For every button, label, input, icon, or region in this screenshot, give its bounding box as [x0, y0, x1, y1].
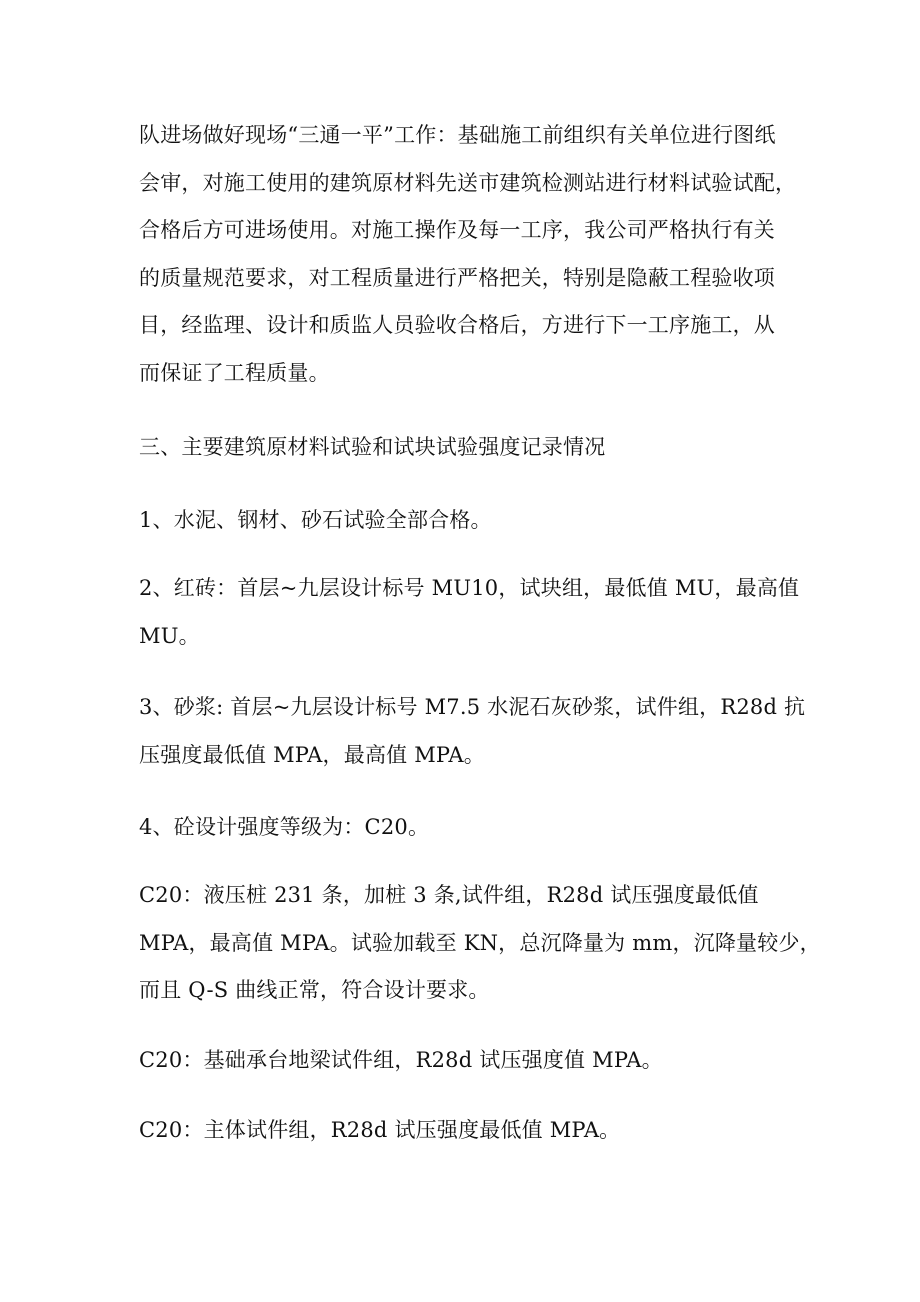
- c20-foundation-line-1: C20：基础承台地梁试件组，R28d 试压强度值 MPA。: [139, 1048, 663, 1072]
- section-heading: 三、主要建筑原材料试验和试块试验强度记录情况: [139, 435, 606, 459]
- paragraph-quality-control-line-4: 的质量规范要求，对工程质量进行严格把关，特别是隐蔽工程验收项: [139, 266, 775, 290]
- c20-pile-line-3: 而且 Q-S 曲线正常，符合设计要求。: [139, 978, 490, 1002]
- paragraph-quality-control-line-2: 会审，对施工使用的建筑原材料先送市建筑检测站进行材料试验试配，: [139, 171, 797, 195]
- paragraph-quality-control-line-6: 而保证了工程质量。: [139, 361, 330, 385]
- item-2-line-2: MU。: [139, 624, 200, 648]
- paragraph-quality-control-line-1: 队进场做好现场“三通一平”工作：基础施工前组织有关单位进行图纸: [139, 123, 776, 147]
- item-2-line-1: 2、红砖：首层~九层设计标号 MU10，试块组，最低值 MU，最高值: [139, 576, 800, 600]
- item-4-line-1: 4、砼设计强度等级为：C20。: [139, 815, 430, 839]
- c20-pile-line-2: MPA，最高值 MPA。试验加载至 KN，总沉降量为 mm，沉降量较少，: [139, 931, 821, 955]
- item-1-line-1: 1、水泥、钢材、砂石试验全部合格。: [139, 508, 492, 532]
- paragraph-quality-control-line-5: 目，经监理、设计和质监人员验收合格后，方进行下一工序施工，从: [139, 313, 775, 337]
- paragraph-quality-control-line-3: 合格后方可进场使用。对施工操作及每一工序，我公司严格执行有关: [139, 218, 775, 242]
- c20-main-structure-line-1: C20：主体试件组，R28d 试压强度最低值 MPA。: [139, 1118, 621, 1142]
- item-3-line-1: 3、砂浆: 首层~九层设计标号 M7.5 水泥石灰砂浆，试件组，R28d 抗: [139, 695, 806, 719]
- c20-pile-line-1: C20：液压桩 231 条，加桩 3 条,试件组，R28d 试压强度最低值: [139, 883, 759, 907]
- item-3-line-2: 压强度最低值 MPA，最高值 MPA。: [139, 743, 485, 767]
